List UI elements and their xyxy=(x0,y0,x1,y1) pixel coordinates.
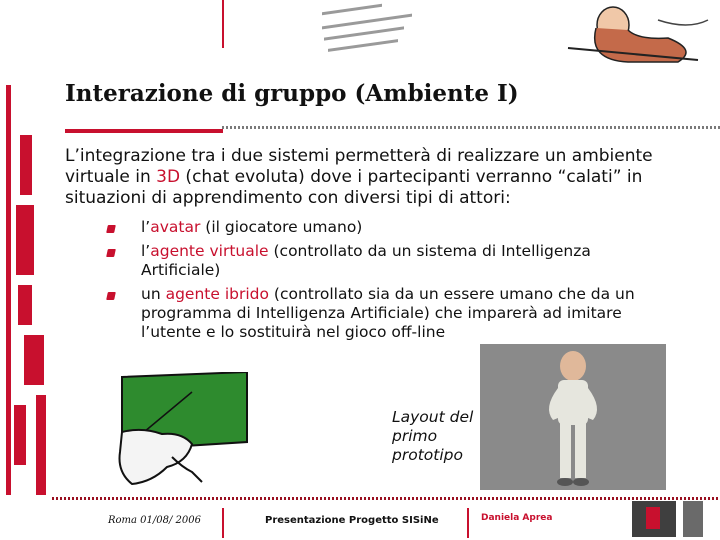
intro-text-2: (chat evoluta) dove i partecipanti verranno “calati” in situazioni di apprendimento con diversi tipi di attori: xyxy=(65,167,643,208)
scribe-illustration xyxy=(548,0,718,70)
bullet-prefix: un xyxy=(141,285,166,303)
bullet-icon xyxy=(106,249,116,257)
title-underline-accent xyxy=(65,129,223,133)
bullet-text: (controllato sia da un essere umano che da un programma di Intelligenza Artificiale) che imparerà ad imitare l’utente e lo sostituirà nel gioco off-line xyxy=(141,285,635,341)
bullet-highlight: agente ibrido xyxy=(165,285,269,303)
bullet-prefix: l’ xyxy=(141,218,151,236)
top-red-line xyxy=(222,0,224,48)
actor-list xyxy=(107,218,667,347)
intro-text-1: L’integrazione tra i due sistemi permetterà di realizzare un ambiente virtuale in xyxy=(65,146,653,187)
footer-author: Daniela Aprea xyxy=(481,513,553,523)
bullet-text: (controllato da un sistema di Intelligenza Artificiale) xyxy=(141,242,591,279)
footer-divider xyxy=(222,508,224,538)
footer-divider xyxy=(467,508,469,538)
bullet-icon xyxy=(106,225,116,233)
image-caption xyxy=(392,408,473,465)
caption-line: prototipo xyxy=(392,446,463,464)
left-decorative-bar xyxy=(0,85,52,505)
list-item xyxy=(107,242,667,280)
list-item xyxy=(107,218,667,237)
bullet-highlight: avatar xyxy=(150,218,201,236)
caption-line: Layout del xyxy=(392,408,474,426)
intro-highlight: 3D xyxy=(156,167,181,187)
footer-dotted-rule xyxy=(52,497,720,500)
avatar-prototype-image xyxy=(480,344,666,490)
top-stripes-decoration xyxy=(318,0,428,60)
intro-paragraph xyxy=(65,146,705,209)
bullet-text: (il giocatore umano) xyxy=(200,218,363,236)
footer-logo-thumbnail xyxy=(632,501,676,537)
bullet-icon xyxy=(106,292,116,300)
slide-title: Interazione di gruppo (Ambiente I) xyxy=(65,80,519,107)
bullet-highlight: agente virtuale xyxy=(150,242,269,260)
caption-line: primo xyxy=(392,427,438,445)
footer-logo-thumbnail-secondary xyxy=(683,501,703,537)
footer-date: Roma 01/08/ 2006 xyxy=(108,515,201,526)
title-underline-dotted xyxy=(222,126,720,129)
avatar-figure xyxy=(528,348,618,488)
list-item xyxy=(107,285,667,342)
teacher-illustration xyxy=(112,372,252,492)
bullet-prefix: l’ xyxy=(141,242,151,260)
footer-title: Presentazione Progetto SISiNe xyxy=(265,515,439,526)
